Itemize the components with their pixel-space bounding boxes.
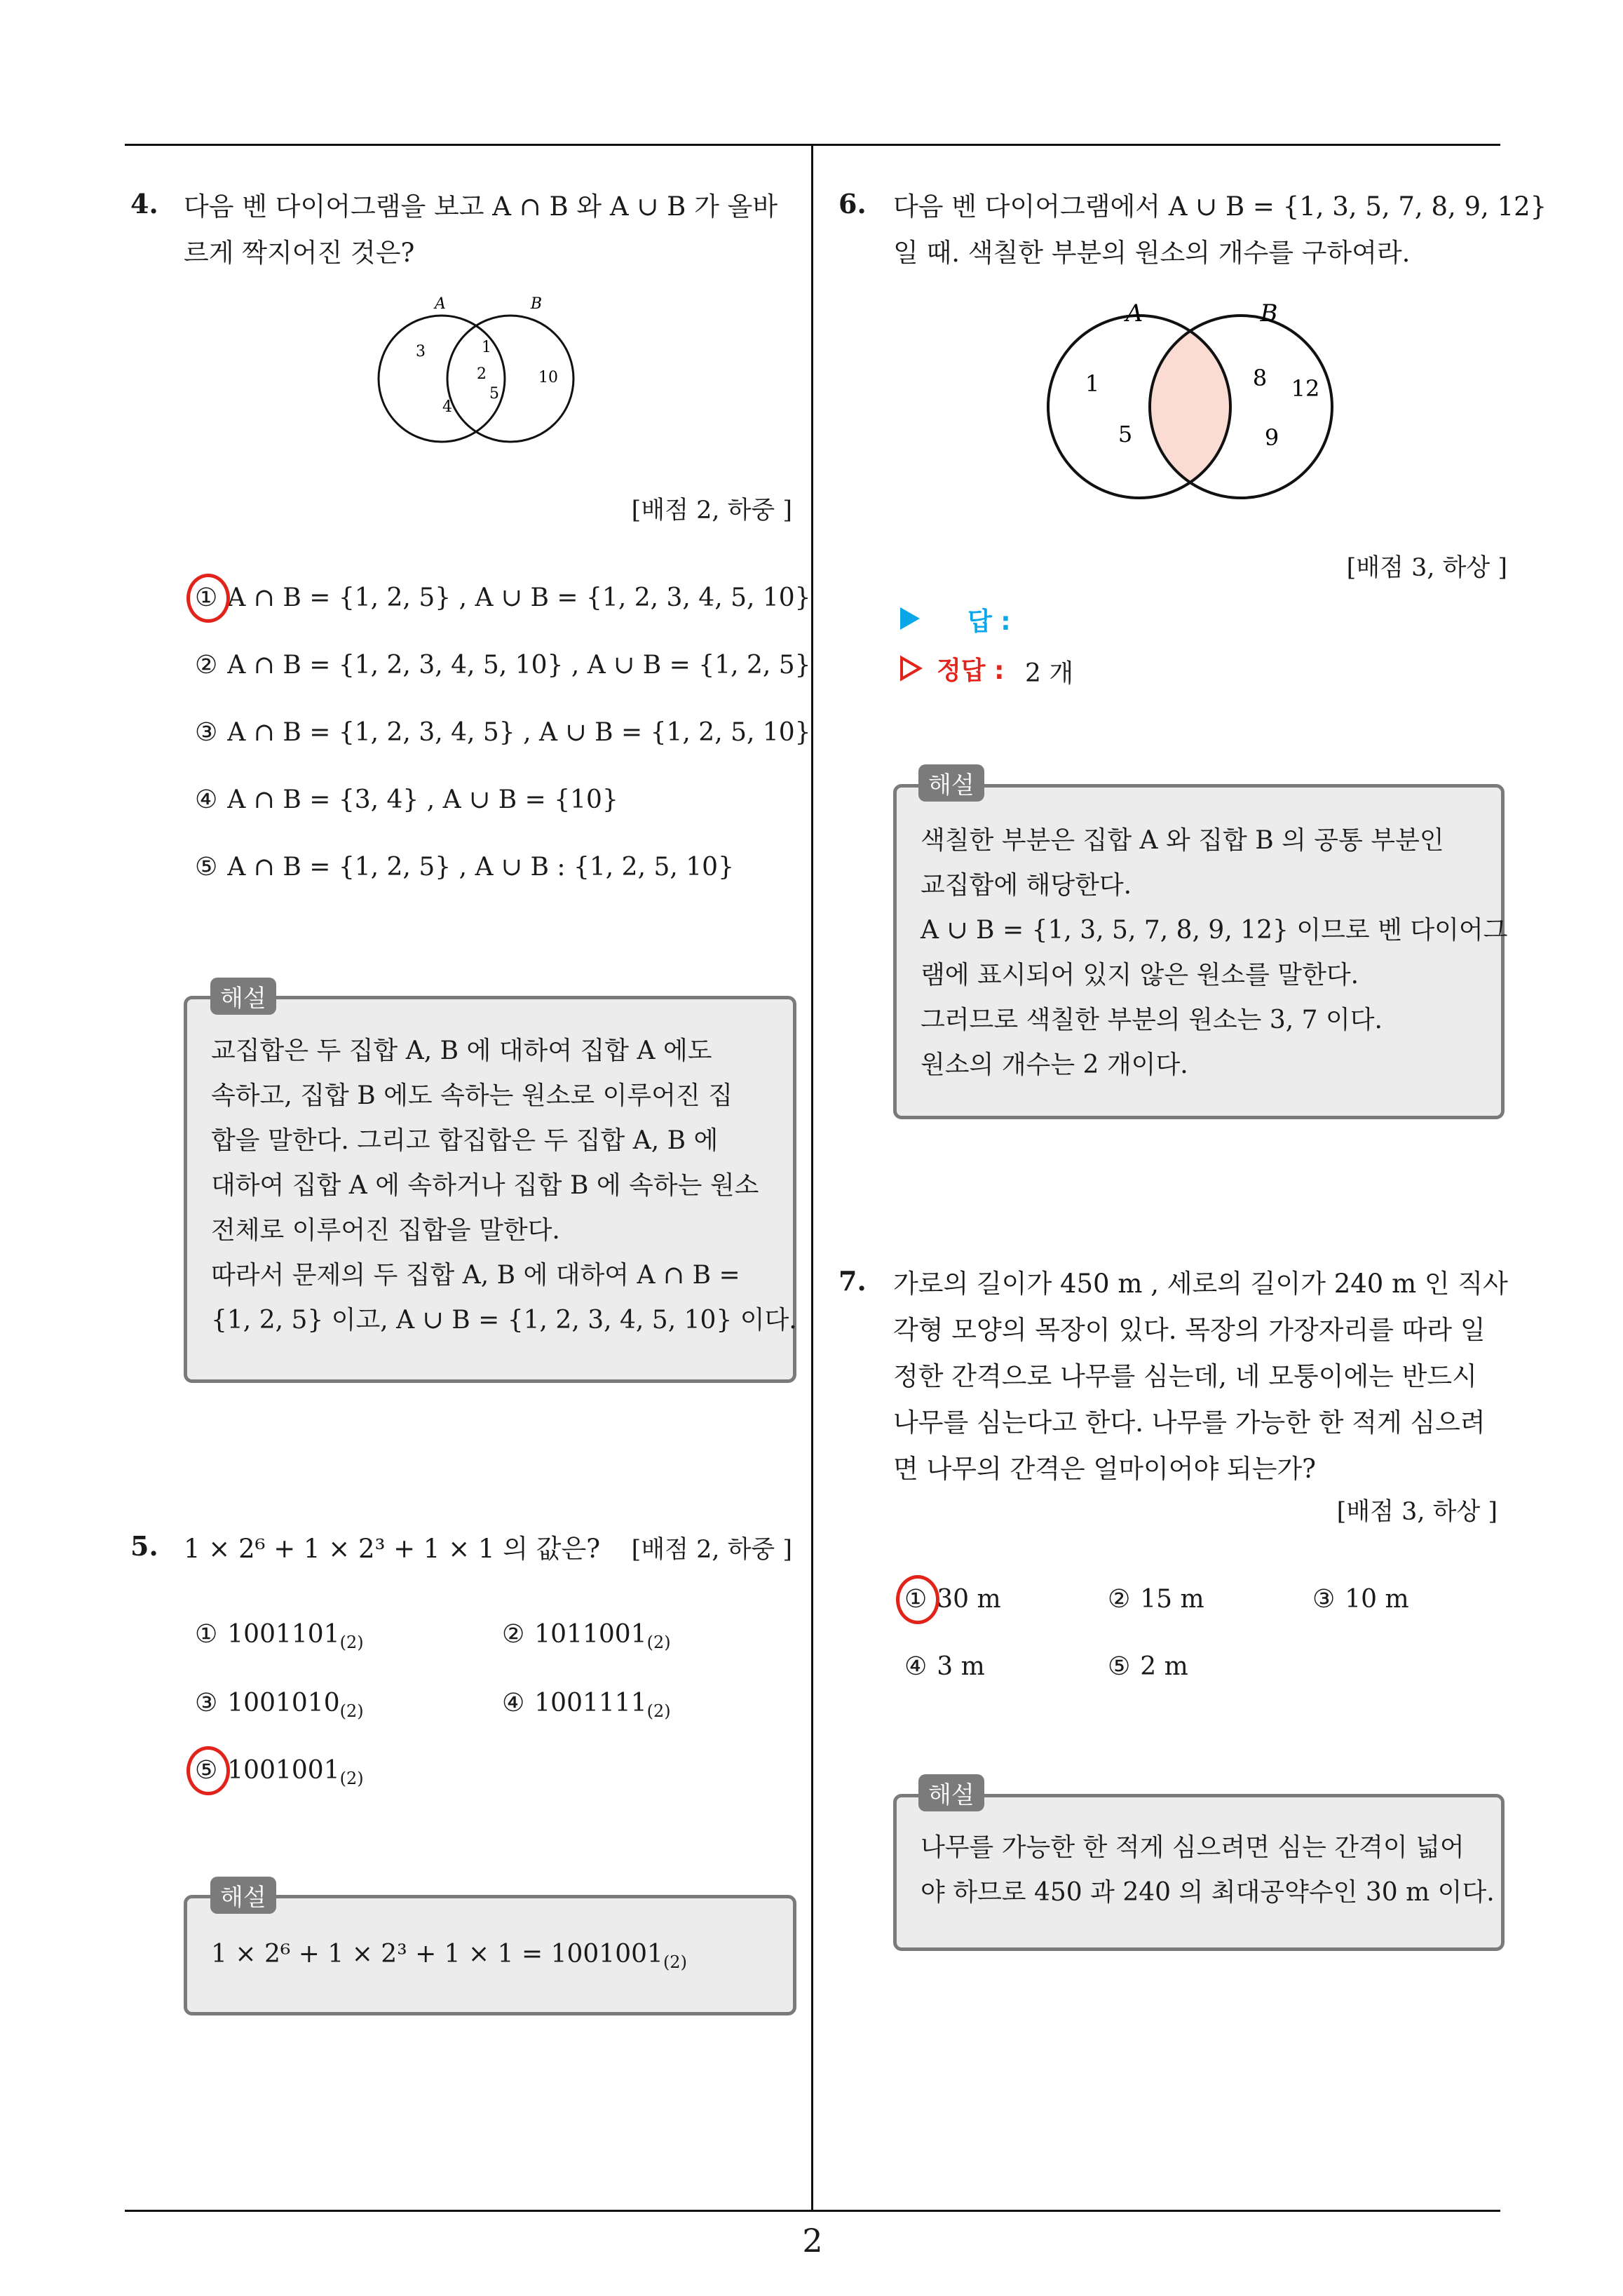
q7-choice-4[interactable]: ④ 3 m bbox=[904, 1652, 985, 1681]
q4-expl-line: 대하여 집합 A 에 속하거나 집합 B 에 속하는 원소 bbox=[211, 1171, 759, 1200]
q4-choice-3[interactable]: ③ A ∩ B = {1, 2, 3, 4, 5} , A ∪ B = {1, 2, 5, 10} bbox=[195, 718, 811, 747]
venn-b-only-item: 12 bbox=[1291, 375, 1320, 402]
venn-a-only-item: 1 bbox=[1085, 370, 1100, 397]
q5-selected-mark bbox=[186, 1746, 230, 1795]
venn-both-item: 1 bbox=[482, 339, 491, 356]
q7-text-line: 각형 모양의 목장이 있다. 목장의 가장자리를 따라 일 bbox=[893, 1315, 1486, 1345]
q5-text: 1 × 2⁶ + 1 × 2³ + 1 × 1 의 값은? bbox=[184, 1534, 601, 1564]
venn-both-item: 2 bbox=[477, 365, 487, 383]
q7-expl-line: 야 하므로 450 과 240 의 최대공약수인 30 m 이다. bbox=[921, 1878, 1495, 1907]
venn-label-a: A bbox=[1125, 299, 1143, 327]
q4-text-line2: 르게 짝지어진 것은? bbox=[184, 238, 415, 268]
q4-explanation-box bbox=[184, 996, 796, 1383]
q4-choice-4[interactable]: ④ A ∩ B = {3, 4} , A ∪ B = {10} bbox=[195, 785, 618, 814]
venn-b-only-item: 8 bbox=[1252, 365, 1268, 391]
q4-expl-line: 합을 말한다. 그리고 합집합은 두 집합 A, B 에 bbox=[211, 1126, 719, 1155]
page-number: 2 bbox=[802, 2222, 823, 2260]
q7-explanation-box bbox=[893, 1794, 1505, 1951]
venn-a-only-item: 3 bbox=[416, 343, 426, 360]
q6-explanation-tab: 해설 bbox=[918, 764, 984, 802]
q6-explanation-box bbox=[893, 784, 1508, 1119]
q4-selected-mark bbox=[186, 574, 230, 623]
q4-venn-diagram bbox=[365, 288, 617, 456]
venn-both-item: 5 bbox=[489, 385, 499, 403]
venn-b-only-item: 10 bbox=[538, 369, 558, 386]
column-divider bbox=[811, 144, 813, 2211]
q4-score: [배점 2, 하중 ] bbox=[631, 497, 792, 525]
q7-selected-mark bbox=[896, 1575, 939, 1624]
q5-number: 5. bbox=[130, 1530, 158, 1562]
q6-text-line2: 일 때. 색칠한 부분의 원소의 개수를 구하여라. bbox=[893, 238, 1411, 268]
q7-text-line: 면 나무의 간격은 얼마이어야 되는가? bbox=[893, 1454, 1317, 1484]
q7-number: 7. bbox=[838, 1265, 867, 1297]
q5-choice-5[interactable]: ⑤ $1001001_{(2)}$ bbox=[195, 1756, 364, 1789]
q7-choice-5[interactable]: ⑤ 2 m bbox=[1108, 1652, 1188, 1681]
q6-expl-line: 램에 표시되어 있지 않은 원소를 말한다. bbox=[921, 961, 1359, 990]
q7-text-line: 나무를 심는다고 한다. 나무를 가능한 한 적게 심으려 bbox=[893, 1407, 1486, 1438]
q7-choice-3[interactable]: ③ 10 m bbox=[1312, 1585, 1409, 1614]
q5-expl-line: $1 \times 2^6 + 1 \times 2^3 + 1 \times 1 = 1001001_{(2)}$ bbox=[211, 1940, 687, 1973]
q6-expl-line: 원소의 개수는 2 개이다. bbox=[921, 1051, 1188, 1079]
venn-b-only-item: 9 bbox=[1264, 424, 1279, 451]
q6-expl-line: 교집합에 해당한다. bbox=[921, 871, 1132, 900]
q7-explanation-tab: 해설 bbox=[918, 1774, 984, 1811]
q4-expl-line: 전체로 이루어진 집합을 말한다. bbox=[211, 1216, 560, 1245]
q5-choice-4[interactable]: ④ $1001111_{(2)}$ bbox=[502, 1689, 671, 1722]
q6-venn-diagram bbox=[1031, 288, 1381, 512]
q5-choice-1[interactable]: ① $1001101_{(2)}$ bbox=[195, 1620, 364, 1653]
q4-choice-2[interactable]: ② A ∩ B = {1, 2, 3, 4, 5, 10} , A ∪ B = {1, 2, 5} bbox=[195, 651, 811, 680]
q5-explanation-box bbox=[184, 1895, 796, 2015]
correct-answer-value: 2 개 bbox=[1025, 659, 1074, 688]
q7-score: [배점 3, 하상 ] bbox=[1336, 1498, 1498, 1526]
q6-expl-line: A ∪ B = {1, 3, 5, 7, 8, 9, 12} 이므로 벤 다이어그 bbox=[921, 916, 1508, 945]
q7-choice-1[interactable]: ① 30 m bbox=[904, 1585, 1001, 1614]
q7-choice-2[interactable]: ② 15 m bbox=[1108, 1585, 1204, 1614]
venn-label-a: A bbox=[435, 295, 446, 313]
venn-label-b: B bbox=[530, 295, 543, 313]
q5-choice-2[interactable]: ② $1011001_{(2)}$ bbox=[502, 1620, 671, 1653]
q4-text-line1: 다음 벤 다이어그램을 보고 A ∩ B 와 A ∪ B 가 올바 bbox=[184, 191, 778, 222]
q5-score: [배점 2, 하중 ] bbox=[631, 1536, 792, 1564]
q4-expl-line: 교집합은 두 집합 A, B 에 대하여 집합 A 에도 bbox=[211, 1036, 712, 1065]
q4-expl-line: 속하고, 집합 B 에도 속하는 원소로 이루어진 집 bbox=[211, 1081, 733, 1110]
q6-expl-line: 그러므로 색칠한 부분의 원소는 3, 7 이다. bbox=[921, 1006, 1383, 1034]
q4-explanation-tab: 해설 bbox=[210, 978, 276, 1015]
q4-expl-line: {1, 2, 5} 이고, A ∪ B = {1, 2, 3, 4, 5, 10} 이다. bbox=[211, 1306, 797, 1335]
answer-label: 답 : bbox=[967, 607, 1011, 636]
bottom-rule bbox=[125, 2210, 1500, 2212]
q7-expl-line: 나무를 가능한 한 적게 심으려면 심는 간격이 넓어 bbox=[921, 1833, 1465, 1862]
q4-choice-1[interactable]: ① A ∩ B = {1, 2, 5} , A ∪ B = {1, 2, 3, 4, 5, 10} bbox=[195, 583, 811, 612]
q5-choice-3[interactable]: ③ $1001010_{(2)}$ bbox=[195, 1689, 364, 1722]
venn-a-only-item: 4 bbox=[442, 398, 452, 416]
play-arrow-icon bbox=[899, 606, 921, 631]
outline-arrow-icon bbox=[899, 655, 923, 682]
q6-expl-line: 색칠한 부분은 집합 A 와 집합 B 의 공통 부분인 bbox=[921, 826, 1444, 855]
q5-explanation-tab: 해설 bbox=[210, 1877, 276, 1914]
venn-a-only-item: 5 bbox=[1118, 421, 1133, 447]
venn-label-b: B bbox=[1260, 299, 1278, 327]
q4-choice-5[interactable]: ⑤ A ∩ B = {1, 2, 5} , A ∪ B : {1, 2, 5, 10} bbox=[195, 853, 734, 882]
q6-text-line1: 다음 벤 다이어그램에서 A ∪ B = {1, 3, 5, 7, 8, 9, 12} bbox=[893, 191, 1547, 222]
q7-text-line: 가로의 길이가 450 m , 세로의 길이가 240 m 인 직사 bbox=[893, 1269, 1508, 1299]
q4-expl-line: 따라서 문제의 두 집합 A, B 에 대하여 A ∩ B = bbox=[211, 1261, 740, 1290]
q7-text-line: 정한 간격으로 나무를 심는데, 네 모퉁이에는 반드시 bbox=[893, 1361, 1477, 1391]
q4-number: 4. bbox=[130, 188, 158, 220]
q6-score: [배점 3, 하상 ] bbox=[1346, 554, 1507, 582]
q6-number: 6. bbox=[838, 188, 867, 220]
correct-answer-label: 정답 : bbox=[937, 656, 1005, 685]
